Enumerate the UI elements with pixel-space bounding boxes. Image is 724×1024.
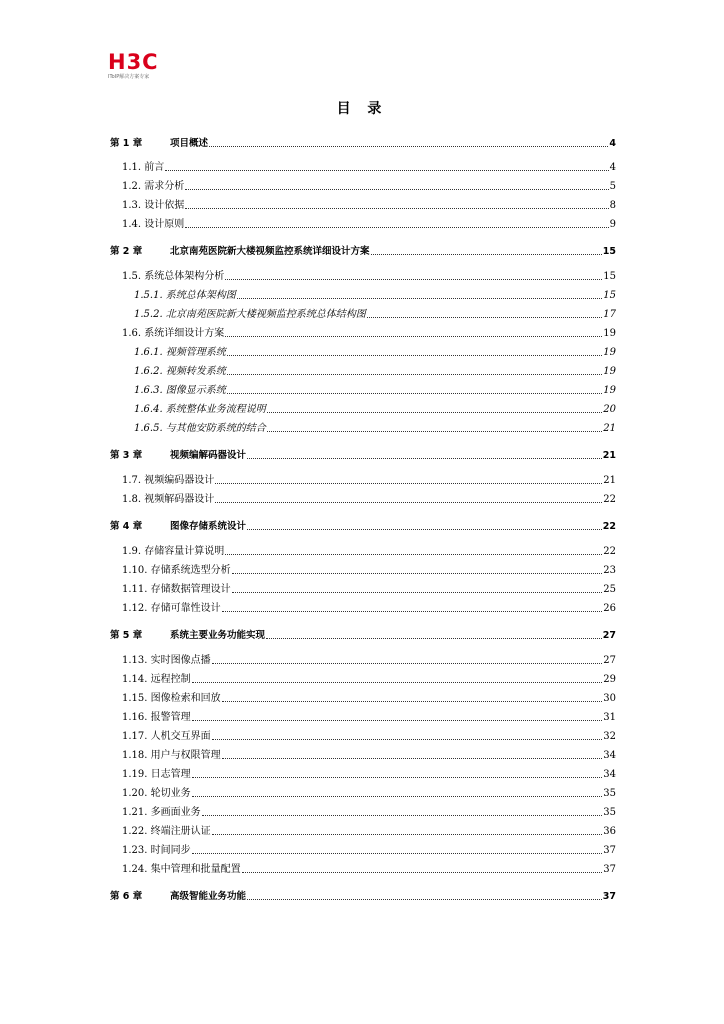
toc-page-number: 22 xyxy=(603,546,616,557)
toc-section-entry[interactable] xyxy=(110,691,616,705)
toc-leader-dots xyxy=(212,739,603,740)
toc-chapter-title: 高级智能业务功能 xyxy=(170,891,247,902)
toc-chapter-entry[interactable] xyxy=(110,628,616,642)
toc-leader-dots xyxy=(192,777,603,778)
toc-page-number: 36 xyxy=(603,826,616,837)
toc-leader-dots xyxy=(367,317,602,318)
toc-entry-label: 1.6.2. 视频转发系统 xyxy=(134,366,226,377)
toc-leader-dots xyxy=(185,189,608,190)
toc-page-number: 34 xyxy=(603,750,616,761)
toc-page-number: 15 xyxy=(603,290,616,301)
toc-leader-dots xyxy=(247,458,602,459)
toc-page-number: 15 xyxy=(603,271,616,282)
toc-page-number: 32 xyxy=(603,731,616,742)
toc-section-entry[interactable] xyxy=(110,217,616,231)
toc-leader-dots xyxy=(232,573,603,574)
toc-page-number: 21 xyxy=(602,450,616,461)
toc-section-entry[interactable] xyxy=(110,473,616,487)
toc-leader-dots xyxy=(371,254,602,255)
toc-entry-label: 1.11. 存储数据管理设计 xyxy=(122,584,231,595)
toc-entry-label: 1.16. 报警管理 xyxy=(122,712,191,723)
toc-section-entry[interactable] xyxy=(110,767,616,781)
toc-chapter-number: 第 6 章 xyxy=(110,891,143,902)
toc-leader-dots xyxy=(212,834,603,835)
toc-subsection-entry[interactable] xyxy=(110,421,616,435)
toc-leader-dots xyxy=(227,355,602,356)
toc-leader-dots xyxy=(227,374,602,375)
toc-page-number: 29 xyxy=(603,674,616,685)
toc-entry-label: 1.6. 系统详细设计方案 xyxy=(122,328,225,339)
toc-page-number: 8 xyxy=(609,200,616,211)
toc-page-number: 37 xyxy=(602,891,616,902)
toc-chapter-number: 第 1 章 xyxy=(110,138,143,149)
toc-page-number: 34 xyxy=(603,769,616,780)
toc-leader-dots xyxy=(209,146,608,147)
toc-page-number: 19 xyxy=(603,366,616,377)
toc-chapter-entry[interactable] xyxy=(110,889,616,903)
toc-leader-dots xyxy=(202,815,603,816)
toc-section-entry[interactable] xyxy=(110,563,616,577)
toc-leader-dots xyxy=(266,638,602,639)
toc-page-number: 31 xyxy=(603,712,616,723)
toc-chapter-title: 图像存储系统设计 xyxy=(170,521,247,532)
toc-page-number: 37 xyxy=(603,845,616,856)
page-title: 目 录 xyxy=(336,101,388,117)
toc-leader-dots xyxy=(232,592,603,593)
toc-leader-dots xyxy=(247,899,602,900)
toc-section-entry[interactable] xyxy=(110,805,616,819)
toc-section-entry[interactable] xyxy=(110,582,616,596)
toc-section-entry[interactable] xyxy=(110,672,616,686)
toc-entry-label: 1.9. 存储容量计算说明 xyxy=(122,546,225,557)
toc-section-entry[interactable] xyxy=(110,653,616,667)
toc-subsection-entry[interactable] xyxy=(110,345,616,359)
toc-entry-label: 1.12. 存储可靠性设计 xyxy=(122,603,221,614)
toc-entry-label xyxy=(110,630,265,642)
toc-page-number: 27 xyxy=(603,655,616,666)
toc-entry-label: 1.19. 日志管理 xyxy=(122,769,191,780)
toc-page-number: 19 xyxy=(603,328,616,339)
toc-leader-dots xyxy=(225,279,602,280)
toc-section-entry[interactable] xyxy=(110,748,616,762)
toc-leader-dots xyxy=(212,663,603,664)
toc-chapter-entry[interactable] xyxy=(110,519,616,533)
toc-section-entry[interactable] xyxy=(110,198,616,212)
toc-page-number: 35 xyxy=(603,807,616,818)
toc-leader-dots xyxy=(227,393,602,394)
toc-page-number: 21 xyxy=(603,475,616,486)
toc-leader-dots xyxy=(225,336,602,337)
toc-subsection-entry[interactable] xyxy=(110,288,616,302)
toc-chapter-title: 系统主要业务功能实现 xyxy=(170,630,266,641)
toc-entry-label: 1.6.3. 图像显示系统 xyxy=(134,385,226,396)
toc-entry-label xyxy=(110,891,246,903)
toc-subsection-entry[interactable] xyxy=(110,307,616,321)
toc-chapter-entry[interactable] xyxy=(110,136,616,150)
toc-leader-dots xyxy=(185,227,608,228)
toc-leader-dots xyxy=(192,682,603,683)
toc-entry-label: 1.14. 远程控制 xyxy=(122,674,191,685)
toc-page-number: 17 xyxy=(603,309,616,320)
toc-section-entry[interactable] xyxy=(110,710,616,724)
toc-section-entry[interactable] xyxy=(110,843,616,857)
toc-entry-label: 1.10. 存储系统选型分析 xyxy=(122,565,231,576)
toc-entry-label: 1.22. 终端注册认证 xyxy=(122,826,211,837)
toc-page-number: 5 xyxy=(609,181,616,192)
toc-page-number: 9 xyxy=(609,219,616,230)
toc-page-number: 4 xyxy=(609,138,616,149)
toc-entry-label: 1.6.5. 与其他安防系统的结合 xyxy=(134,423,266,434)
toc-chapter-number: 第 2 章 xyxy=(110,246,143,257)
toc-page-number: 37 xyxy=(603,864,616,875)
toc-page-number: 19 xyxy=(603,385,616,396)
toc-section-entry[interactable] xyxy=(110,179,616,193)
toc-chapter-number: 第 5 章 xyxy=(110,630,143,641)
toc-section-entry[interactable] xyxy=(110,492,616,506)
logo-mark: H3C xyxy=(108,50,159,74)
toc-subsection-entry[interactable] xyxy=(110,402,616,416)
toc-page-number: 30 xyxy=(603,693,616,704)
toc-page-number: 23 xyxy=(603,565,616,576)
toc-page-number: 20 xyxy=(603,404,616,415)
toc-entry-label: 1.15. 图像检索和回放 xyxy=(122,693,221,704)
toc-page-number: 19 xyxy=(603,347,616,358)
toc-section-entry[interactable] xyxy=(110,601,616,615)
toc-leader-dots xyxy=(222,701,603,702)
toc-entry-label xyxy=(110,138,208,150)
toc-page-number: 15 xyxy=(602,246,616,257)
toc-section-entry[interactable] xyxy=(110,862,616,876)
toc-chapter-title: 项目概述 xyxy=(170,138,209,149)
h3c-logo xyxy=(108,52,178,82)
toc-entry-label: 1.17. 人机交互界面 xyxy=(122,731,211,742)
toc-entry-label: 1.1. 前言 xyxy=(122,162,165,173)
toc-leader-dots xyxy=(215,502,602,503)
toc-page-number: 4 xyxy=(609,162,616,173)
toc-leader-dots xyxy=(225,554,602,555)
toc-chapter-entry[interactable] xyxy=(110,448,616,462)
toc-leader-dots xyxy=(267,431,602,432)
toc-leader-dots xyxy=(267,412,602,413)
toc-entry-label: 1.3. 设计依据 xyxy=(122,200,185,211)
toc-entry-label: 1.8. 视频解码器设计 xyxy=(122,494,215,505)
toc-chapter-title: 视频编解码器设计 xyxy=(170,450,247,461)
toc-section-entry[interactable] xyxy=(110,729,616,743)
toc-leader-dots xyxy=(215,483,602,484)
toc-entry-label: 1.13. 实时图像点播 xyxy=(122,655,211,666)
toc-entry-label: 1.18. 用户与权限管理 xyxy=(122,750,221,761)
toc-page-number: 27 xyxy=(602,630,616,641)
toc-section-entry[interactable] xyxy=(110,326,616,340)
toc-section-entry[interactable] xyxy=(110,786,616,800)
toc-page-number: 25 xyxy=(603,584,616,595)
toc-section-entry[interactable] xyxy=(110,160,616,174)
toc-leader-dots xyxy=(192,853,603,854)
toc-subsection-entry[interactable] xyxy=(110,364,616,378)
toc-chapter-entry[interactable] xyxy=(110,244,616,258)
toc-chapter-number: 第 4 章 xyxy=(110,521,143,532)
toc-entry-label: 1.5. 系统总体架构分析 xyxy=(122,271,225,282)
toc-chapter-title: 北京南苑医院新大楼视频监控系统详细设计方案 xyxy=(170,246,370,257)
toc-page-number: 22 xyxy=(602,521,616,532)
toc-page-number: 21 xyxy=(603,423,616,434)
toc-section-entry[interactable] xyxy=(110,544,616,558)
toc-entry-label: 1.24. 集中管理和批量配置 xyxy=(122,864,241,875)
toc-entry-label: 1.21. 多画面业务 xyxy=(122,807,201,818)
toc-entry-label: 1.4. 设计原则 xyxy=(122,219,185,230)
toc-entry-label: 1.2. 需求分析 xyxy=(122,181,185,192)
toc-leader-dots xyxy=(185,208,608,209)
toc-section-entry[interactable] xyxy=(110,824,616,838)
toc-chapter-number: 第 3 章 xyxy=(110,450,143,461)
toc-entry-label: 1.6.4. 系统整体业务流程说明 xyxy=(134,404,266,415)
toc-page-number: 22 xyxy=(603,494,616,505)
toc-entry-label: 1.5.1. 系统总体架构图 xyxy=(134,290,236,301)
toc-leader-dots xyxy=(237,298,602,299)
toc-page-number: 26 xyxy=(603,603,616,614)
toc-leader-dots xyxy=(192,720,603,721)
toc-leader-dots xyxy=(222,611,603,612)
toc-leader-dots xyxy=(165,170,608,171)
toc-leader-dots xyxy=(242,872,603,873)
toc-entry-label xyxy=(110,450,246,462)
toc-leader-dots xyxy=(222,758,603,759)
toc-entry-label xyxy=(110,521,246,533)
toc-entry-label: 1.23. 时间同步 xyxy=(122,845,191,856)
toc-entry-label: 1.6.1. 视频管理系统 xyxy=(134,347,226,358)
toc-entry-label: 1.5.2. 北京南苑医院新大楼视频监控系统总体结构图 xyxy=(134,309,366,320)
toc-section-entry[interactable] xyxy=(110,269,616,283)
toc-entry-label: 1.7. 视频编码器设计 xyxy=(122,475,215,486)
toc-leader-dots xyxy=(247,529,602,530)
toc-leader-dots xyxy=(192,796,603,797)
toc-page-number: 35 xyxy=(603,788,616,799)
toc-entry-label xyxy=(110,246,370,258)
logo-tagline: IToIP解决方案专家 xyxy=(108,74,150,80)
toc-entry-label: 1.20. 轮切业务 xyxy=(122,788,191,799)
toc-subsection-entry[interactable] xyxy=(110,383,616,397)
